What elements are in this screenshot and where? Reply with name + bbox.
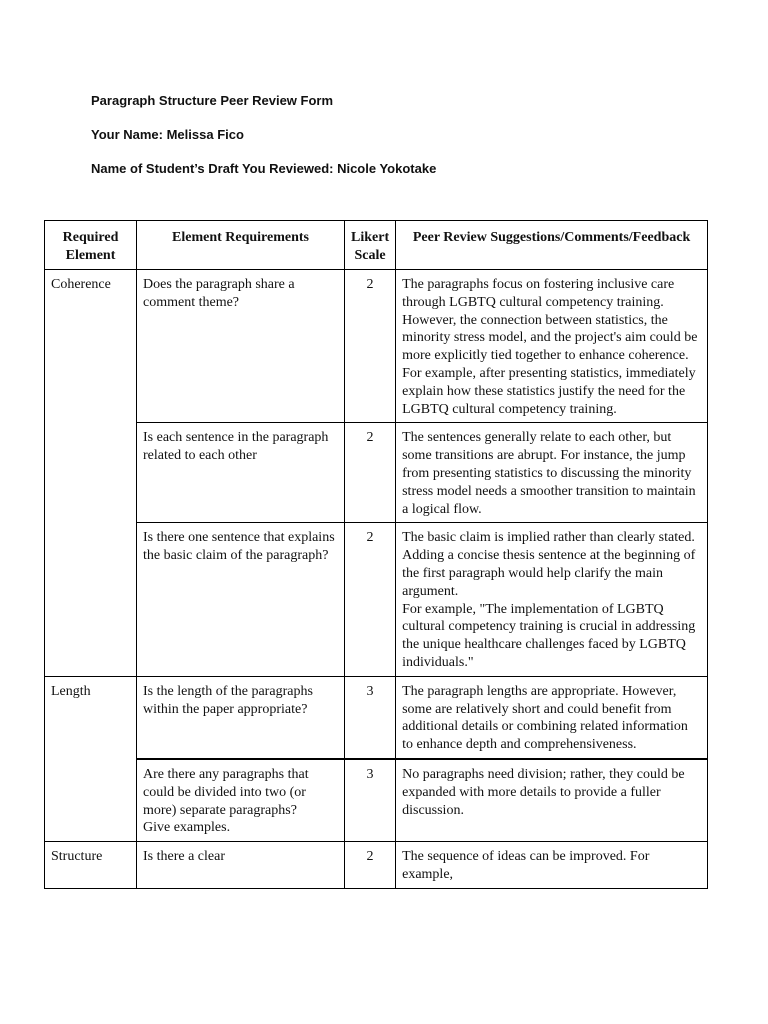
reviewed-student: Name of Student’s Draft You Reviewed: Nicole Yokotake <box>91 161 437 176</box>
feedback-cell: The basic claim is implied rather than clearly stated. Adding a concise thesis sentence at the beginning of the first paragraph would help clarify the main argument. For example, "The implementation of LGBTQ cultural competency training is crucial in addressing the unique healthcare challenges faced by LGBTQ individuals." <box>396 523 708 676</box>
header-feedback: Peer Review Suggestions/Comments/Feedback <box>396 221 708 270</box>
requirement-cell: Is there one sentence that explains the basic claim of the paragraph? <box>137 523 345 676</box>
feedback-cell: No paragraphs need division; rather, they could be expanded with more details to provide a fuller discussion. <box>396 759 708 842</box>
table-header-row <box>45 221 708 270</box>
requirement-cell: Is there a clear <box>137 842 345 889</box>
header-likert-scale: Likert Scale <box>345 221 396 270</box>
requirement-cell: Is the length of the paragraphs within the paper appropriate? <box>137 676 345 759</box>
header-required-element: Required Element <box>45 221 137 270</box>
your-name: Your Name: Melissa Fico <box>91 127 244 142</box>
requirement-cell: Is each sentence in the paragraph related to each other <box>137 423 345 523</box>
form-header <box>91 92 436 194</box>
likert-score: 2 <box>345 523 396 676</box>
likert-score: 2 <box>345 270 396 423</box>
likert-score: 2 <box>345 842 396 889</box>
feedback-cell: The paragraph lengths are appropriate. However, some are relatively short and could benefit from additional details or combining related information to enhance depth and comprehensiveness. <box>396 676 708 759</box>
element-length: Length <box>45 676 137 841</box>
table-row <box>45 423 708 523</box>
header-element-requirements: Element Requirements <box>137 221 345 270</box>
table-row <box>45 676 708 759</box>
requirement-cell: Are there any paragraphs that could be divided into two (or more) separate paragraphs? Give examples. <box>137 759 345 842</box>
element-structure: Structure <box>45 842 137 889</box>
feedback-cell: The sentences generally relate to each other, but some transitions are abrupt. For instance, the jump from presenting statistics to discussing the minority stress model needs a smoother transition to maintain a logical flow. <box>396 423 708 523</box>
requirement-cell: Does the paragraph share a comment theme? <box>137 270 345 423</box>
likert-score: 3 <box>345 676 396 759</box>
table-row <box>45 842 708 889</box>
table-row <box>45 759 708 842</box>
likert-score: 2 <box>345 423 396 523</box>
element-coherence: Coherence <box>45 270 137 677</box>
feedback-cell: The paragraphs focus on fostering inclusive care through LGBTQ cultural competency training. However, the connection between statistics, the minority stress model, and the project's aim could be more explicitly tied together to enhance coherence. For example, after presenting statistics, immediately explain how these statistics justify the need for the LGBTQ cultural competency training. <box>396 270 708 423</box>
feedback-cell: The sequence of ideas can be improved. For example, <box>396 842 708 889</box>
likert-score: 3 <box>345 759 396 842</box>
form-title: Paragraph Structure Peer Review Form <box>91 93 334 108</box>
table-row <box>45 270 708 423</box>
peer-review-table <box>44 220 708 889</box>
table-row <box>45 523 708 676</box>
